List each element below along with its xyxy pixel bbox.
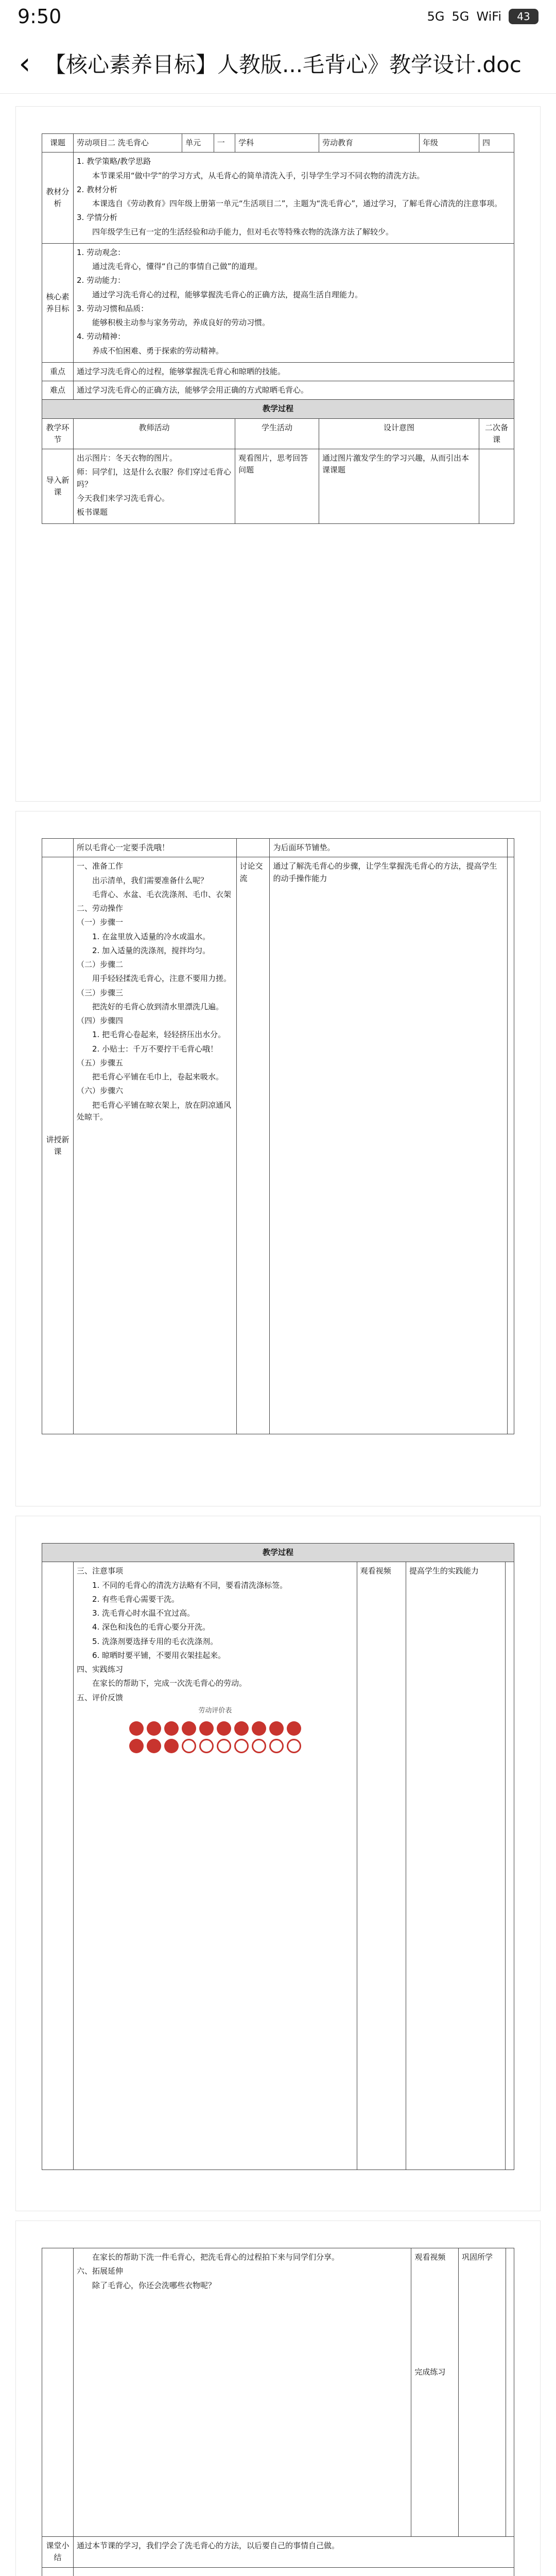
back-button[interactable] xyxy=(9,45,40,81)
note-line: 五、评价反馈 xyxy=(77,1692,124,1702)
core-label: 核心素养目标 xyxy=(42,243,74,362)
rating-dot xyxy=(217,1739,231,1753)
core-cell xyxy=(74,243,514,362)
step-line: （一）步骤一 xyxy=(77,918,124,927)
rating-dot xyxy=(252,1739,266,1753)
core-line: 能够积极主动参与家务劳动，养成良好的劳动习惯。 xyxy=(92,318,270,327)
status-icons xyxy=(427,9,538,24)
note-line: 4. 深色和浅色的毛背心要分开洗。 xyxy=(92,1622,211,1632)
status-time: 9:50 xyxy=(18,5,62,28)
analysis-line: 2. 教材分析 xyxy=(77,184,118,194)
lesson-process-table-4 xyxy=(42,2248,514,2576)
board-cell xyxy=(74,2567,514,2576)
rating-dot xyxy=(269,1721,284,1736)
battery-icon: 43 xyxy=(509,9,538,24)
teacher-intro-cell xyxy=(74,449,235,524)
step-line: 1. 在盆里放入适量的冷水或温水。 xyxy=(92,931,211,941)
core-line: 2. 劳动能力： xyxy=(77,276,126,285)
practice-line: 六、拓展延伸 xyxy=(77,2266,124,2276)
step-line: 把毛背心平铺在晾衣架上，放在阴凉通风处晾干。 xyxy=(77,1100,232,1122)
hard-label: 难点 xyxy=(42,381,74,400)
col-teacher: 教师活动 xyxy=(74,418,235,449)
analysis-cell xyxy=(74,152,514,244)
class-label: 学科 xyxy=(235,134,319,152)
student-notes: 观看视频 xyxy=(357,1562,406,2170)
evaluation-grid xyxy=(77,1721,354,1753)
rating-dot xyxy=(164,1721,179,1736)
blank-stage xyxy=(42,839,74,857)
blank-student xyxy=(236,839,270,857)
student-teaching: 讨论交流 xyxy=(236,857,270,1434)
rating-dot xyxy=(147,1721,161,1736)
teacher-line: 出示图片：冬天衣物的图片。 xyxy=(77,453,178,463)
step-line: 把毛背心平铺在毛巾上，卷起来吸水。 xyxy=(92,1072,224,1081)
wifi-icon: WiFi xyxy=(476,9,501,24)
rating-dot xyxy=(199,1721,214,1736)
title-bar xyxy=(0,33,556,94)
design-teaching: 通过了解洗毛背心的步骤，让学生掌握洗毛背心的方法，提高学生的动手操作能力 xyxy=(270,857,508,1434)
note-line: 5. 洗涤剂要选择专用的毛衣洗涤剂。 xyxy=(92,1636,218,1646)
practice-line: 除了毛背心，你还会洗哪些衣物呢？ xyxy=(92,2280,216,2290)
step-line: 二、劳动操作 xyxy=(77,904,124,913)
document-page-2 xyxy=(15,811,541,1506)
teacher-practice-cell xyxy=(74,2248,411,2537)
analysis-label: 教材分析 xyxy=(42,152,74,244)
rating-dot xyxy=(182,1739,196,1753)
analysis-line: 3. 学情分析 xyxy=(77,213,118,223)
key-label: 重点 xyxy=(42,362,74,381)
banner-note: 为后面环节铺垫。 xyxy=(270,839,508,857)
rating-dot xyxy=(147,1739,161,1753)
rating-dot xyxy=(287,1739,301,1753)
analysis-line: 1. 教学策略/教学思路 xyxy=(77,157,151,166)
note-line: 1. 不同的毛背心的清洗方法略有不同，要看清洗涤标签。 xyxy=(92,1580,288,1590)
step-line: 2. 加入适量的洗涤剂，搅拌均匀。 xyxy=(92,945,211,955)
note-line: 三、注意事项 xyxy=(77,1566,124,1576)
document-page-1 xyxy=(15,106,541,802)
key-value: 通过学习洗毛背心的过程，能够掌握洗毛背心和晾晒的技能。 xyxy=(74,362,514,381)
note-line: 四、实践练习 xyxy=(77,1665,124,1674)
signal-icon: 5G xyxy=(427,9,445,24)
step-line: 出示清单，我们需要准备什么呢？ xyxy=(92,875,208,885)
note-line: 2. 有些毛背心需要干洗。 xyxy=(92,1594,180,1604)
rating-dot xyxy=(129,1739,144,1753)
step-line: 2. 小贴士：千万不要拧干毛背心哦！ xyxy=(92,1044,218,1054)
note-notes xyxy=(506,1562,514,2170)
blank-note xyxy=(507,839,514,857)
core-line: 3. 劳动习惯和品质： xyxy=(77,303,149,313)
teacher-line: 今天我们来学习洗毛背心。 xyxy=(77,493,170,503)
status-bar xyxy=(0,0,556,33)
subject-value: 劳动项目二 洗毛背心 xyxy=(74,134,182,152)
stage-intro: 导入新课 xyxy=(42,449,74,524)
step-line: 一、准备工作 xyxy=(77,861,124,871)
summary-label: 课堂小结 xyxy=(42,2537,74,2568)
stage-teaching: 讲授新课 xyxy=(42,857,74,1434)
grade-label: 年级 xyxy=(419,134,479,152)
document-page-4 xyxy=(15,2221,541,2576)
unit-value: 一 xyxy=(214,134,235,152)
board-label xyxy=(42,2567,74,2576)
rating-dot xyxy=(199,1739,214,1753)
rating-dot xyxy=(252,1721,266,1736)
step-line: 把洗好的毛背心放到清水里漂洗几遍。 xyxy=(92,1002,224,1011)
rating-dot xyxy=(182,1721,196,1736)
student-practice-cell xyxy=(411,2248,459,2537)
student-line: 观看视频 xyxy=(414,2252,446,2262)
lesson-process-table-3 xyxy=(42,1543,514,2170)
class-value: 劳动教育 xyxy=(319,134,420,152)
blank-stage-3 xyxy=(42,1562,74,2170)
grid-caption: 劳动评价表 xyxy=(198,1706,232,1715)
subject-label: 课题 xyxy=(42,134,74,152)
teacher-line: 师：同学们，这是什么衣服？你们穿过毛背心吗？ xyxy=(77,467,232,489)
hard-value: 通过学习洗毛背心的正确方法，能够学会用正确的方式晾晒毛背心。 xyxy=(74,381,514,400)
step-line: 毛背心、水盆、毛衣洗涤剂、毛巾、衣架 xyxy=(92,889,232,899)
process-heading: 教学过程 xyxy=(42,400,514,418)
student-line: 完成练习 xyxy=(414,2367,446,2377)
blank-stage-4 xyxy=(42,2248,74,2537)
rating-dot xyxy=(129,1721,144,1736)
signal-icon-2: 5G xyxy=(451,9,470,24)
lesson-process-table-2 xyxy=(42,838,514,1434)
chevron-left-icon: ‹ xyxy=(19,45,31,81)
col-student: 学生活动 xyxy=(235,418,319,449)
col-note: 二次备课 xyxy=(479,418,514,449)
unit-label: 单元 xyxy=(182,134,214,152)
teacher-notes-cell xyxy=(74,1562,357,2170)
core-line: 通过洗毛背心，懂得“自己的事情自己做”的道理。 xyxy=(92,262,263,271)
document-page-3 xyxy=(15,1516,541,2211)
core-line: 通过学习洗毛背心的过程，能够掌握洗毛背心的正确方法，提高生活自理能力。 xyxy=(92,290,363,299)
note-line: 3. 洗毛背心时水温不宜过高。 xyxy=(92,1608,195,1618)
document-title: 【核心素养目标】人教版...毛背心》教学设计.doc xyxy=(44,52,522,77)
design-intro: 通过图片激发学生的学习兴趣，从而引出本课课题 xyxy=(319,449,479,524)
rating-dot xyxy=(287,1721,301,1736)
banner-text: 所以毛背心一定要手洗哦！ xyxy=(74,839,237,857)
note-line: 6. 晾晒时要平铺，不要用衣架挂起来。 xyxy=(92,1650,226,1660)
lesson-plan-table xyxy=(42,133,514,524)
teacher-steps-cell xyxy=(74,857,237,1434)
practice-line: 在家长的帮助下洗一件毛背心，把洗毛背心的过程拍下来与同学们分享。 xyxy=(92,2252,340,2262)
summary-value: 通过本节课的学习，我们学会了洗毛背心的方法，以后要自己的事情自己做。 xyxy=(74,2537,514,2568)
design-notes: 提高学生的实践能力 xyxy=(406,1562,505,2170)
core-line: 4. 劳动精神： xyxy=(77,332,126,342)
rating-dot xyxy=(269,1739,284,1753)
process-heading-3: 教学过程 xyxy=(42,1544,514,1562)
core-line: 养成不怕困难、勇于探索的劳动精神。 xyxy=(92,346,224,355)
note-intro xyxy=(479,449,514,524)
student-intro: 观看图片，思考回答问题 xyxy=(235,449,319,524)
analysis-line: 本节课采用“做中学”的学习方式，从毛背心的简单清洗入手，引导学生学习不同衣物的清洗方法。 xyxy=(92,171,425,180)
rating-dot xyxy=(164,1739,179,1753)
step-line: 1. 把毛背心卷起来，轻轻挤压出水分。 xyxy=(92,1030,226,1040)
note-teaching xyxy=(507,857,514,1434)
step-line: （三）步骤三 xyxy=(77,988,124,997)
rating-dot xyxy=(217,1721,231,1736)
col-design: 设计意图 xyxy=(319,418,479,449)
step-line: 用手轻轻揉洗毛背心，注意不要用力搓。 xyxy=(92,974,232,984)
step-line: （六）步骤六 xyxy=(77,1086,124,1096)
grade-value: 四 xyxy=(479,134,514,152)
rating-dot xyxy=(234,1739,249,1753)
note-line: 在家长的帮助下，完成一次洗毛背心的劳动。 xyxy=(92,1679,247,1688)
step-line: （四）步骤四 xyxy=(77,1016,124,1025)
rating-dot xyxy=(234,1721,249,1736)
design-practice: 巩固所学 xyxy=(458,2248,506,2537)
analysis-line: 四年级学生已有一定的生活经验和动手能力，但对毛衣等特殊衣物的洗涤方法了解较少。 xyxy=(92,227,394,236)
step-line: （五）步骤五 xyxy=(77,1058,124,1067)
analysis-line: 本课选自《劳动教育》四年级上册第一单元“生活项目二”，主题为“洗毛背心”，通过学习，了解毛背心清洗的注意事项。 xyxy=(92,199,502,208)
core-line: 1. 劳动观念： xyxy=(77,247,126,257)
step-line: （二）步骤二 xyxy=(77,960,124,969)
col-stage: 教学环节 xyxy=(42,418,74,449)
note-practice xyxy=(506,2248,514,2537)
teacher-line: 板书课题 xyxy=(77,507,108,517)
